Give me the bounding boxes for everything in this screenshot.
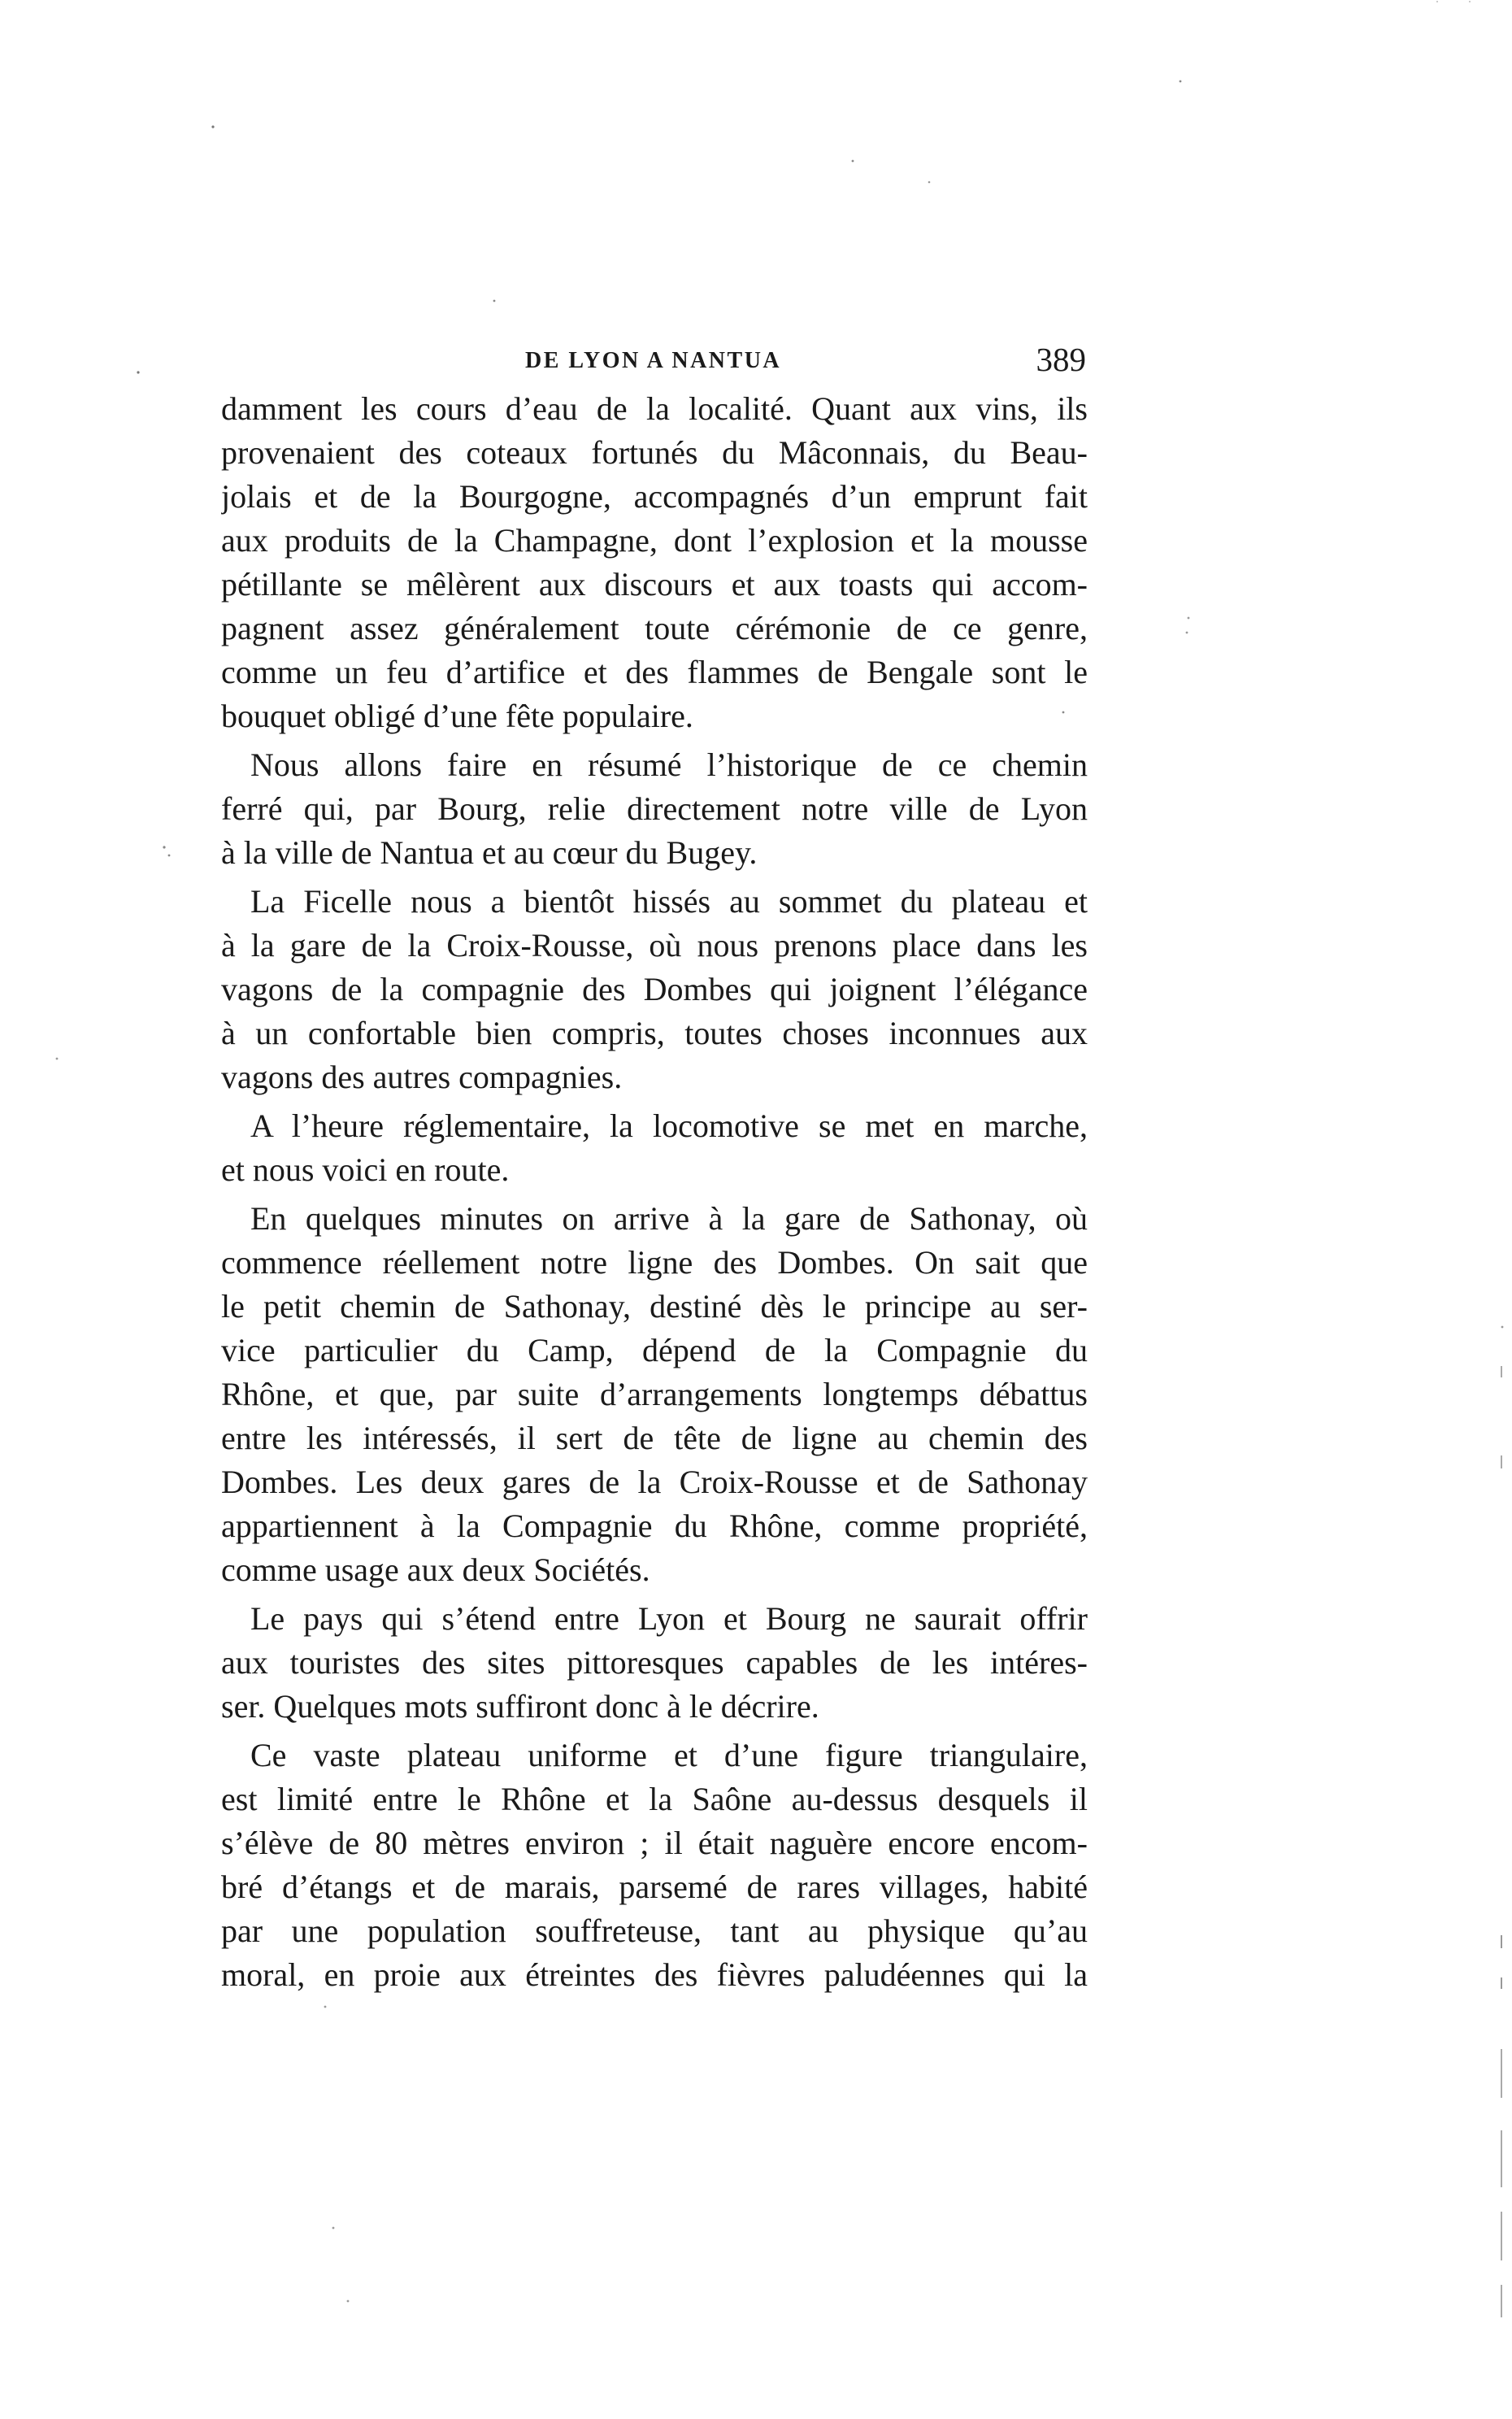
paragraph <box>221 880 1088 1099</box>
text-line: vagons de la compagnie des Dombes qui joignent l’élégance <box>221 971 1088 1007</box>
paragraph <box>221 1597 1088 1729</box>
text-line: ferré qui, par Bourg, relie directement notre ville de Lyon <box>221 790 1088 827</box>
body-text <box>221 387 1088 1997</box>
paragraph <box>221 1104 1088 1192</box>
text-line: bré d’étangs et de marais, parsemé de rares villages, habité <box>221 1869 1088 1905</box>
text-line: pétillante se mêlèrent aux discours et aux toasts qui accom- <box>221 566 1088 603</box>
text-line: A l’heure réglementaire, la locomotive se met en marche, <box>250 1107 1088 1144</box>
text-line: En quelques minutes on arrive à la gare de Sathonay, où <box>250 1200 1088 1237</box>
paragraph <box>221 743 1088 875</box>
text-line: pagnent assez généralement toute cérémonie de ce genre, <box>221 610 1088 646</box>
text-line: vagons des autres compagnies. <box>221 1059 623 1095</box>
text-line: comme usage aux deux Sociétés. <box>221 1551 650 1588</box>
paragraph <box>221 1197 1088 1592</box>
text-line: damment les cours d’eau de la localité. Quant aux vins, ils <box>221 390 1088 427</box>
text-line: entre les intéressés, il sert de tête de ligne au chemin des <box>221 1420 1088 1456</box>
text-line: commence réellement notre ligne des Dombes. On sait que <box>221 1244 1088 1281</box>
text-line: comme un feu d’artifice et des flammes de Bengale sont le <box>221 654 1088 690</box>
text-line: s’élève de 80 mètres environ ; il était naguère encore encom- <box>221 1825 1088 1861</box>
text-line: appartiennent à la Compagnie du Rhône, comme propriété, <box>221 1508 1088 1544</box>
paragraph <box>221 1734 1088 1997</box>
running-title: DE LYON A NANTUA <box>525 348 782 373</box>
text-line: le petit chemin de Sathonay, destiné dès le principe au ser- <box>221 1288 1088 1325</box>
page-number: 389 <box>1036 341 1086 378</box>
text-line: Dombes. Les deux gares de la Croix-Rousse et de Sathonay <box>221 1464 1088 1500</box>
text-line: à un confortable bien compris, toutes choses inconnues aux <box>221 1015 1088 1051</box>
text-line: aux produits de la Champagne, dont l’explosion et la mousse <box>221 522 1088 559</box>
text-line: jolais et de la Bourgogne, accompagnés d’un emprunt fait <box>221 478 1088 515</box>
page-header <box>221 340 1088 385</box>
text-line: moral, en proie aux étreintes des fièvres paludéennes qui la <box>221 1956 1088 1993</box>
paragraph <box>221 387 1088 738</box>
text-line: est limité entre le Rhône et la Saône au-dessus desquels il <box>221 1781 1088 1817</box>
text-line: provenaient des coteaux fortunés du Mâconnais, du Beau- <box>221 434 1088 471</box>
text-line: à la ville de Nantua et au cœur du Bugey. <box>221 834 758 871</box>
text-line: Le pays qui s’étend entre Lyon et Bourg ne saurait offrir <box>250 1600 1088 1637</box>
text-line: vice particulier du Camp, dépend de la Compagnie du <box>221 1332 1088 1368</box>
text-line: à la gare de la Croix-Rousse, où nous prenons place dans les <box>221 927 1088 964</box>
text-line: Nous allons faire en résumé l’historique de ce chemin <box>250 746 1088 783</box>
text-line: La Ficelle nous a bientôt hissés au sommet du plateau et <box>250 883 1088 920</box>
text-line: ser. Quelques mots suffiront donc à le décrire. <box>221 1688 819 1725</box>
text-line: et nous voici en route. <box>221 1151 510 1188</box>
text-line: bouquet obligé d’une fête populaire. <box>221 698 693 734</box>
text-line: aux touristes des sites pittoresques capables de les intéres- <box>221 1644 1088 1681</box>
text-line: par une population souffreteuse, tant au physique qu’au <box>221 1912 1088 1949</box>
text-line: Rhône, et que, par suite d’arrangements longtemps débattus <box>221 1376 1088 1412</box>
text-line: Ce vaste plateau uniforme et d’une figure triangulaire, <box>250 1737 1088 1773</box>
